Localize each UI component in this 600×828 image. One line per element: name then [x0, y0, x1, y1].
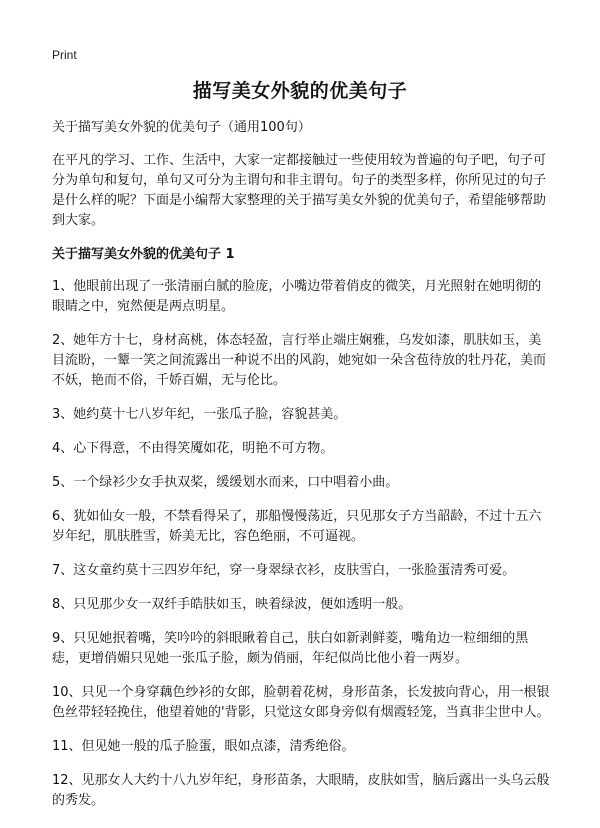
document-title: 描写美女外貌的优美句子	[192, 80, 408, 102]
sentence-item: 5、一个绿衫少女手执双桨，缓缓划水而来，口中唱着小曲。	[52, 475, 399, 490]
sentence-item: 12、见那女人大约十八九岁年纪，身形苗条，大眼睛，皮肤如雪，脑后露出一头乌云般的秀发。	[52, 773, 550, 808]
sentence-item: 9、只见她抿着嘴，笑吟吟的斜眼瞅着自己，肤白如新剥鲜菱，嘴角边一粒细细的黑痣，更增俏媚只见她一张瓜子脸，颇为俏丽，年纪似尚比他小着一两岁。	[52, 631, 529, 666]
sentence-item: 1、他眼前出现了一张清丽白腻的脸庞，小嘴边带着俏皮的微笑，月光照射在她明彻的眼睛之中，宛然便是两点明星。	[52, 279, 542, 314]
sentence-item: 11、但见她一般的瓜子脸蛋，眼如点漆，清秀绝俗。	[52, 739, 355, 754]
sentence-item: 7、这女童约莫十三四岁年纪，穿一身翠绿衣衫，皮肤雪白，一张脸蛋清秀可爱。	[52, 563, 516, 578]
sentence-item: 3、她约莫十七八岁年纪，一张瓜子脸，容貌甚美。	[52, 407, 347, 422]
intro-paragraph: 在平凡的学习、工作、生活中，大家一定都接触过一些使用较为普遍的句子吧，句子可分为单句和复句，单句又可分为主谓句和非主谓句。句子的类型多样，你所见过的句子是什么样的呢？下面是小编帮大家整理的关于描写美女外貌的优美句子，希望能够帮助到大家。	[52, 153, 547, 228]
sentence-item: 4、心下得意，不由得笑魇如花，明艳不可方物。	[52, 441, 334, 456]
document-body	[52, 118, 552, 825]
section-heading: 关于描写美女外貌的优美句子 1	[52, 247, 235, 262]
sentence-item: 2、她年方十七，身材高桃，体态轻盈，言行举止端庄娴雅，乌发如漆，肌肤如玉，美目流盼，一颦一笑之间流露出一种说不出的风韵，她宛如一朵含苞待放的牡丹花，美而不妖，艳而不俗，千娇百媚，无与伦比。	[52, 333, 547, 388]
sentence-item: 8、只见那少女一双纤手皓肤如玉，映着绿波，便如透明一般。	[52, 597, 412, 612]
document-subtitle: 关于描写美女外貌的优美句子（通用100句）	[52, 120, 311, 135]
sentence-item: 10、只见一个身穿藕色纱衫的女郎，脸朝着花树，身形苗条，长发披向背心，用一根银色丝带轻轻挽住，他望着她的'背影，只觉这女郎身旁似有烟霞轻笼，当真非尘世中人。	[52, 685, 550, 720]
sentence-item: 6、犹如仙女一般，不禁看得呆了，那船慢慢荡近，只见那女子方当韶龄，不过十五六岁年纪，肌肤胜雪，娇美无比，容色绝丽，不可逼视。	[52, 509, 542, 544]
print-link[interactable]: Print	[52, 48, 77, 62]
